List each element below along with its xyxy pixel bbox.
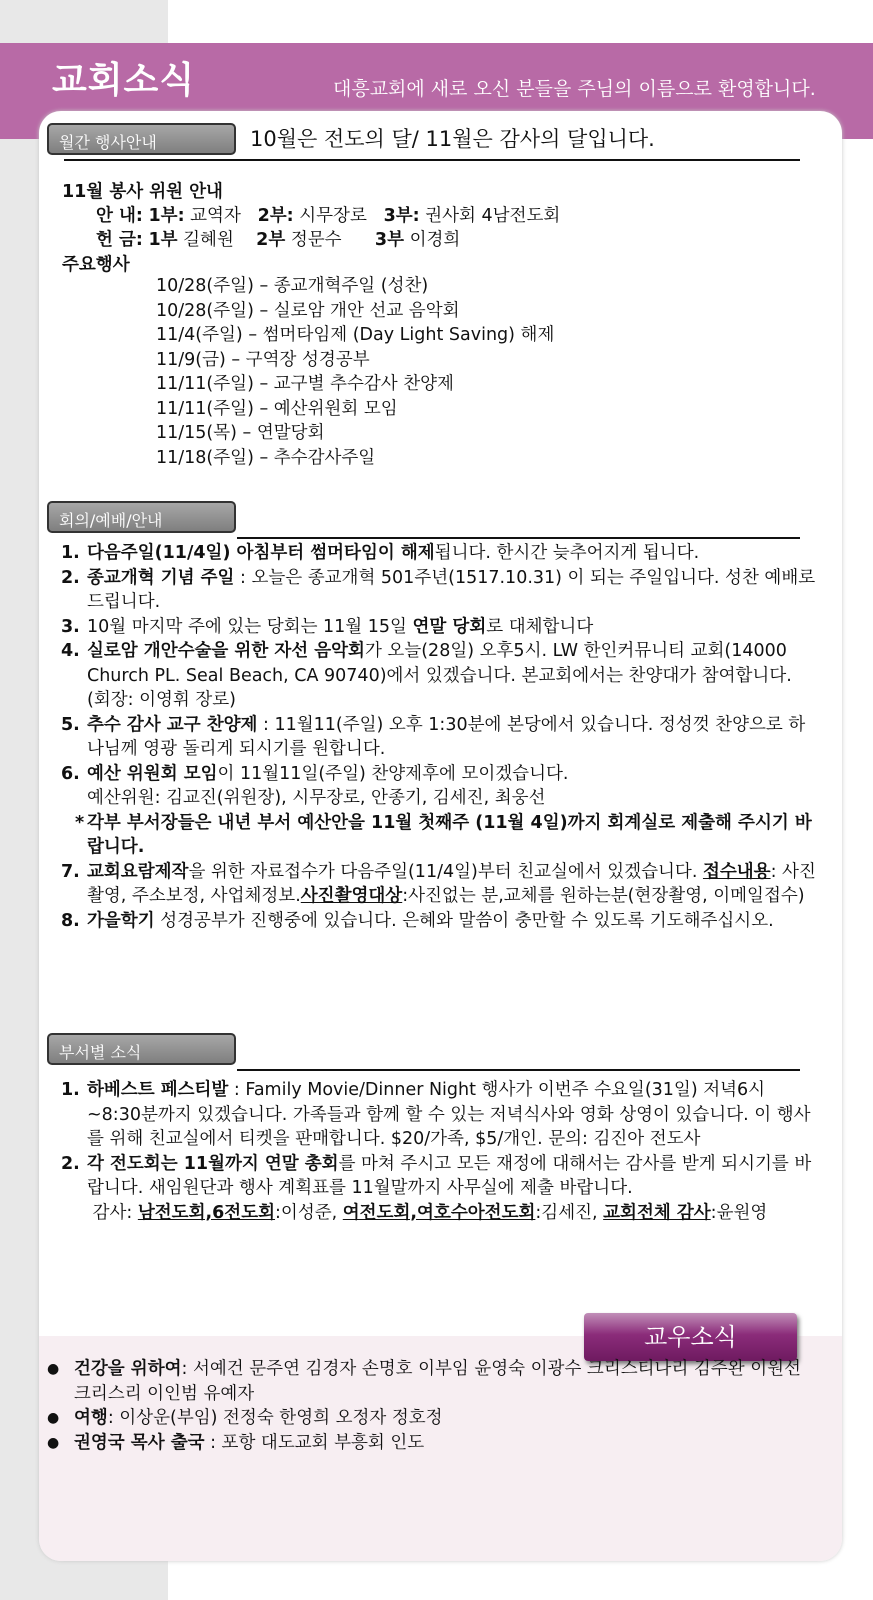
item-text: 를 마쳐 주시고 모든 재정에 대해서는 감사를 받게 되시기를 바랍니다. 새임원단과 행사 계획표를 11월말까지 사무실에 제출 바랍니다. bbox=[87, 1153, 812, 1198]
meeting-rule bbox=[237, 537, 800, 539]
bullet-icon: ● bbox=[47, 1361, 60, 1377]
item-bold: 가을학기 bbox=[87, 910, 155, 931]
event-item: 11/11(주일) – 교구별 추수감사 찬양제 bbox=[156, 374, 454, 394]
dept-list bbox=[61, 1078, 816, 1225]
event-item: 11/15(목) – 연말당회 bbox=[156, 423, 325, 443]
ushers-row bbox=[96, 202, 560, 227]
member-news-banner: 교우소식 bbox=[584, 1313, 797, 1361]
news-item-title: 권영국 목사 출국 bbox=[74, 1432, 205, 1453]
item-text: 됩니다. 한시간 늦추어지게 됩니다. bbox=[434, 543, 700, 563]
item-text: : Family Movie/Dinner Night 행사가 이번주 수요일(31일) 저녁6시~8:30분까지 있겠습니다. 가족들과 함께 할 수 있는 저녁식사와 영화 상영이 있습니다. 이 행사를 위해 친교실에서 티켓을 판매합니다. $20/가족, $5/개인. 문의: 김진아 전도사 bbox=[87, 1080, 811, 1149]
meeting-section-label: 회의/예배/안내 bbox=[47, 501, 236, 533]
item-text: 을 위한 자료접수가 다음주일(11/4일)부터 친교실에서 있겠습니다. bbox=[188, 861, 703, 882]
monthly-section-label: 월간 행사안내 bbox=[47, 123, 236, 155]
dept-rule bbox=[237, 1069, 800, 1071]
meeting-item-8 bbox=[61, 909, 816, 934]
dept-item-2 bbox=[61, 1152, 816, 1226]
item-text: :사진없는 분,교체를 원하는분(현장촬영, 이메일접수) bbox=[402, 886, 805, 906]
offering-label: 헌 금: bbox=[96, 230, 143, 250]
news-item bbox=[47, 1357, 807, 1406]
item-text: 성경공부가 진행중에 있습니다. 은혜와 말씀이 충만할 수 있도록 기도해주십시오. bbox=[154, 910, 774, 931]
audit-group: 남전도회,6전도회 bbox=[137, 1202, 276, 1223]
audit-group: 여전도회,여호수아전도회 bbox=[342, 1202, 536, 1223]
ushers-p2: 시무장로 bbox=[299, 206, 367, 226]
bulletin-card bbox=[39, 111, 842, 1561]
news-item bbox=[47, 1431, 807, 1456]
news-item-title: 건강을 위하여 bbox=[74, 1359, 182, 1379]
bullet-icon: ● bbox=[47, 1410, 60, 1426]
meeting-item-1 bbox=[61, 541, 816, 566]
audit-group: 교회전체 감사 bbox=[603, 1202, 711, 1223]
item-bold: 연말 당회 bbox=[412, 616, 487, 637]
meeting-item-3 bbox=[61, 615, 816, 640]
meeting-item-4 bbox=[61, 639, 816, 713]
item-text: 10월 마지막 주에 있는 당회는 11월 15일 bbox=[87, 616, 413, 637]
ushers-p3: 권사회 4남전도회 bbox=[425, 206, 561, 226]
news-item-text: : 이상운(부임) 전정숙 한영희 오정자 정호정 bbox=[107, 1408, 443, 1428]
events-list bbox=[156, 274, 554, 470]
item-bold: 실로암 개안수술을 위한 자선 음악회 bbox=[87, 641, 365, 661]
monthly-rule bbox=[64, 159, 800, 161]
event-item: 10/28(주일) – 실로암 개안 선교 음악회 bbox=[156, 300, 460, 321]
meeting-note bbox=[61, 811, 816, 860]
event-item: 11/9(금) – 구역장 성경공부 bbox=[156, 349, 370, 370]
item-number: 8. bbox=[61, 910, 80, 931]
news-item bbox=[47, 1406, 807, 1431]
ushers-p3-label: 3부: bbox=[383, 206, 420, 226]
item-number: 2. bbox=[61, 1153, 80, 1174]
item-bold: 교회요람제작 bbox=[87, 861, 189, 882]
monthly-theme-title: 10월은 전도의 달/ 11월은 감사의 달입니다. bbox=[250, 127, 655, 151]
audit-person: :이성준, bbox=[275, 1202, 343, 1223]
offering-p2-label: 2부 bbox=[256, 230, 286, 250]
item-bold: 다음주일(11/4일) 아침부터 썸머타임이 해제 bbox=[87, 543, 435, 563]
ushers-p1-label: 1부: bbox=[148, 206, 185, 226]
item-text: : 사진촬영, 주소보정, 사업체정보. bbox=[87, 861, 816, 906]
offering-p3-label: 3부 bbox=[374, 230, 405, 250]
meeting-item-7 bbox=[61, 860, 816, 909]
budget-members: 예산위원: 김교진(위원장), 시무장로, 안종기, 김세진, 최웅선 bbox=[87, 788, 546, 808]
item-number: 4. bbox=[61, 641, 80, 661]
offering-p1-label: 1부 bbox=[148, 230, 178, 250]
news-item-text: : 서예건 문주연 김경자 손명호 이부임 윤영숙 이광수 크리스티나리 김주완 이원선 크리스리 이인범 유예자 bbox=[74, 1359, 801, 1404]
item-underlined: 접수내용 bbox=[702, 861, 771, 882]
event-item: 11/4(주일) – 썸머타임제 (Day Light Saving) 해제 bbox=[156, 325, 555, 345]
news-item-title: 여행 bbox=[74, 1408, 108, 1428]
item-bold: 추수 감사 교구 찬양제 bbox=[87, 714, 258, 735]
ushers-label: 안 내: bbox=[96, 206, 143, 226]
item-number: 2. bbox=[61, 567, 80, 588]
ushers-p2-label: 2부: bbox=[257, 206, 294, 226]
service-heading: 11월 봉사 위원 안내 bbox=[62, 182, 223, 202]
item-text: 로 대체합니다 bbox=[486, 616, 594, 637]
item-bold: 예산 위원회 모임 bbox=[87, 763, 218, 784]
dept-item-1 bbox=[61, 1078, 816, 1152]
offering-p1: 길혜원 bbox=[183, 230, 234, 250]
item-number: 7. bbox=[61, 861, 80, 882]
event-item: 11/18(주일) – 추수감사주일 bbox=[156, 447, 376, 468]
meeting-item-5 bbox=[61, 713, 816, 762]
audit-person: :김세진, bbox=[535, 1202, 604, 1223]
audit-person: :윤원영 bbox=[710, 1202, 768, 1223]
events-heading: 주요행사 bbox=[62, 255, 130, 275]
audit-label: 감사: bbox=[92, 1202, 138, 1223]
offering-row bbox=[96, 226, 460, 251]
event-item: 10/28(주일) – 종교개혁주일 (성찬) bbox=[156, 276, 429, 296]
item-text: : 오늘은 종교개혁 501주년(1517.10.31) 이 되는 주일입니다. 성찬 예배로 드립니다. bbox=[87, 567, 816, 612]
item-bold: 각 전도회는 11월까지 연말 총회 bbox=[87, 1153, 339, 1174]
item-number: 1. bbox=[61, 1080, 80, 1100]
item-text: 가 오늘(28일) 오후5시. LW 한인커뮤니티 교회(14000 Church PL. Seal Beach, CA 90740)에서 있겠습니다. 본교회에서는 찬양대가 참여합니다. (회장: 이영휘 장로) bbox=[87, 641, 792, 710]
item-bold: 종교개혁 기념 주일 bbox=[87, 567, 235, 588]
item-underlined: 사진촬영대상 bbox=[300, 886, 403, 906]
news-item-text: : 포항 대도교회 부흥회 인도 bbox=[204, 1432, 425, 1453]
item-bold: 하베스트 페스티발 bbox=[87, 1080, 229, 1100]
dept-section-label: 부서별 소식 bbox=[47, 1033, 236, 1065]
meeting-list bbox=[61, 541, 816, 933]
item-number: 3. bbox=[61, 616, 80, 637]
item-number: 6. bbox=[61, 763, 80, 784]
member-news-list bbox=[47, 1357, 807, 1455]
meeting-item-2 bbox=[61, 566, 816, 615]
item-number: 1. bbox=[61, 543, 80, 563]
event-item: 11/11(주일) – 예산위원회 모임 bbox=[156, 398, 398, 419]
item-text: 이 11월11일(주일) 찬양제후에 모이겠습니다. bbox=[217, 763, 569, 784]
bullet-icon: ● bbox=[47, 1434, 60, 1451]
note-text: 각부 부서장들은 내년 부서 예산안을 11월 첫째주 (11월 4일)까지 회계실로 제출해 주시기 바랍니다. bbox=[87, 812, 812, 857]
item-number: 5. bbox=[61, 714, 80, 735]
item-text: : 11월11(주일) 오후 1:30분에 본당에서 있습니다. 정성껏 찬양으로 하나님께 영광 돌리게 되시기를 원합니다. bbox=[87, 714, 806, 759]
page-title: 교회소식 bbox=[52, 60, 196, 101]
welcome-subtitle: 대흥교회에 새로 오신 분들을 주님의 이름으로 환영합니다. bbox=[333, 78, 816, 100]
meeting-item-6 bbox=[61, 762, 816, 811]
note-asterisk: * bbox=[75, 812, 85, 833]
ushers-p1: 교역자 bbox=[190, 206, 241, 226]
offering-p3: 이경희 bbox=[409, 230, 461, 250]
offering-p2: 정문수 bbox=[290, 230, 342, 250]
